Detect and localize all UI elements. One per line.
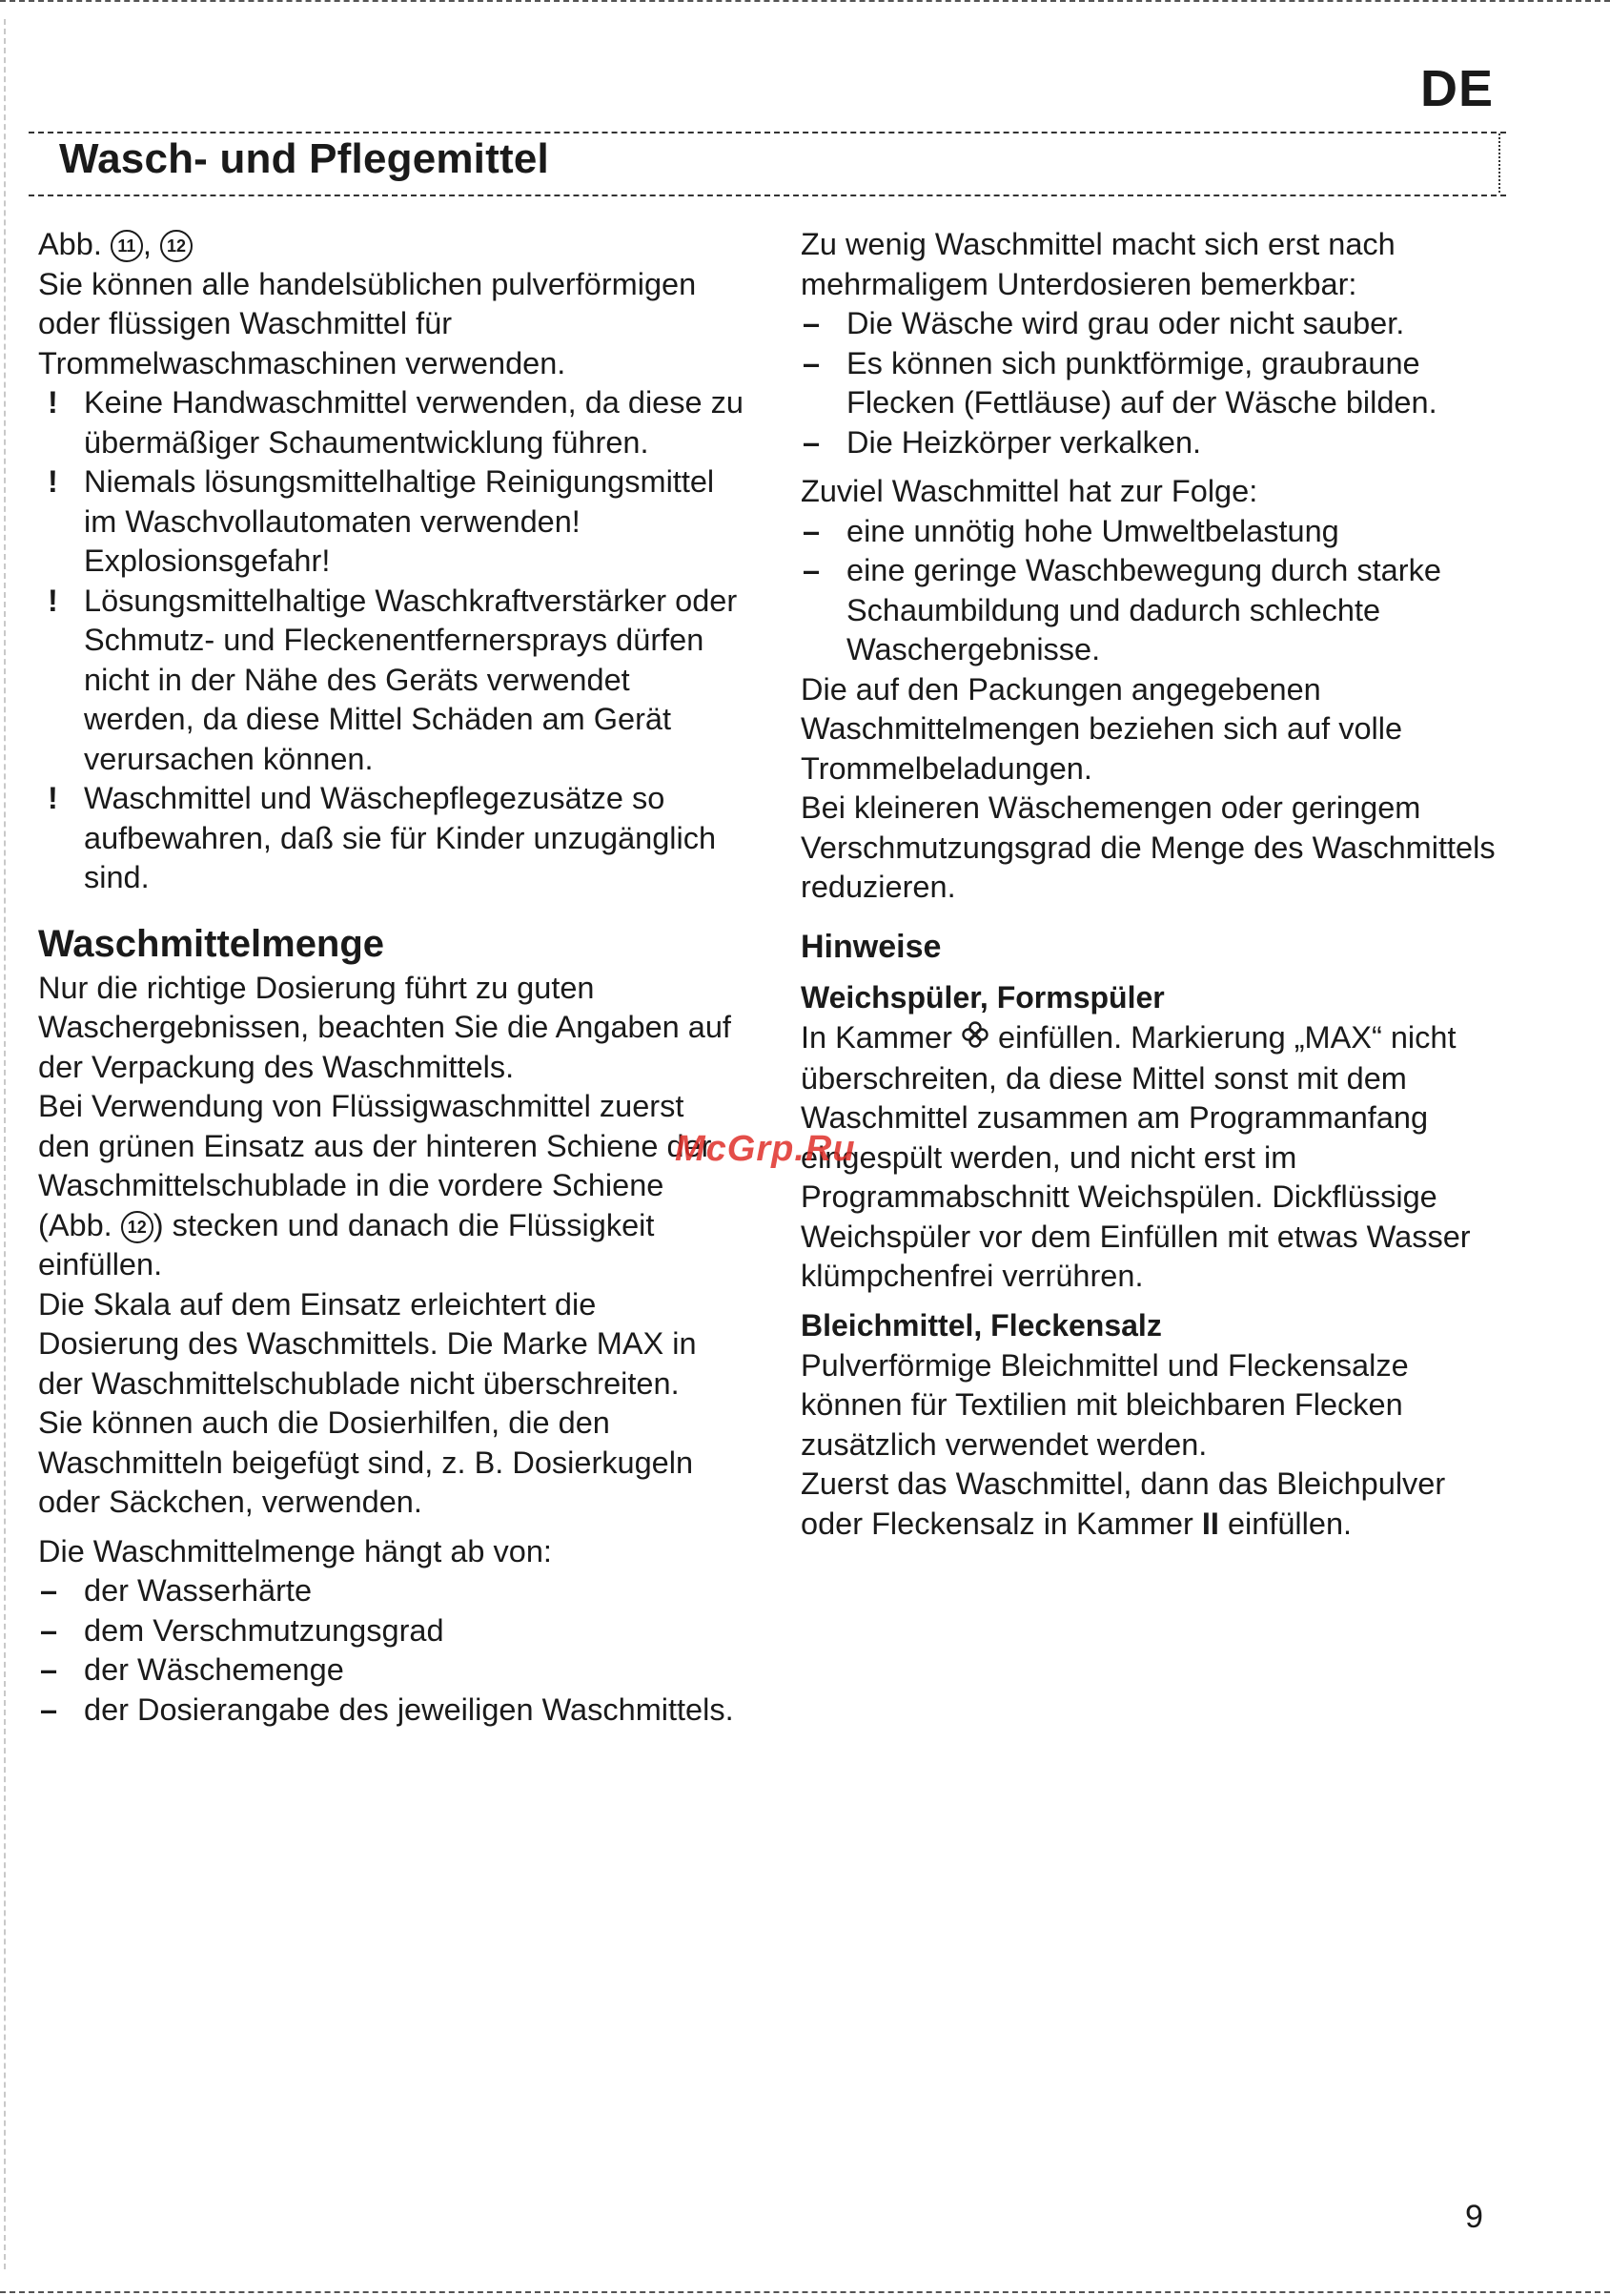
figure-number: 12 bbox=[160, 230, 193, 262]
dash-bullet: – bbox=[803, 513, 821, 548]
list-item bbox=[801, 304, 1497, 344]
softener-paragraph bbox=[801, 1018, 1497, 1297]
list-item-text: Die Wäsche wird grau oder nicht sauber. bbox=[846, 306, 1405, 340]
list-item-text: Es können sich punktförmige, graubraune Flecken (Fettläuse) auf der Wäsche bilden. bbox=[846, 345, 1437, 420]
warning-item bbox=[38, 779, 744, 898]
scale-paragraph: Die Skala auf dem Einsatz erleichtert die Dosierung des Waschmittels. Die Marke MAX in der Waschmittelschublade nicht überschreiten. bbox=[38, 1286, 697, 1401]
scan-edge-top bbox=[0, 0, 1610, 5]
list-item bbox=[38, 1611, 744, 1651]
left-column bbox=[38, 225, 744, 1730]
right-column bbox=[801, 225, 1497, 1544]
scan-edge-bottom bbox=[0, 2291, 1610, 2296]
liquid-detergent-paragraph bbox=[38, 1087, 744, 1285]
too-little-list bbox=[801, 304, 1497, 462]
list-item-text: der Dosierangabe des jeweiligen Waschmittels. bbox=[84, 1691, 734, 1727]
dash-bullet: – bbox=[803, 424, 821, 460]
warning-icon: ! bbox=[48, 583, 58, 618]
bleach-order-paragraph bbox=[801, 1465, 1497, 1544]
dash-bullet: – bbox=[803, 345, 821, 380]
too-much-intro: Zuviel Waschmittel hat zur Folge: bbox=[801, 474, 1258, 508]
header-rule-tick bbox=[1498, 133, 1500, 193]
warning-list bbox=[38, 383, 744, 898]
flower-icon bbox=[961, 1019, 989, 1059]
depends-intro: Die Waschmittelmenge hängt ab von: bbox=[38, 1533, 552, 1568]
chamber-symbol: II bbox=[1201, 1506, 1219, 1541]
list-item bbox=[801, 551, 1497, 670]
list-item bbox=[38, 1571, 744, 1611]
section-heading: Waschmittelmenge bbox=[38, 922, 385, 965]
packs-paragraph: Die auf den Packungen angegebenen Waschmittelmengen beziehen sich auf volle Trommelbeladungen. bbox=[801, 671, 1403, 786]
list-item bbox=[801, 344, 1497, 423]
dash-bullet: – bbox=[40, 1573, 58, 1608]
softener-heading: Weichspüler, Formspüler bbox=[801, 979, 1165, 1015]
softener-text: einfüllen. Markierung „MAX“ nicht überschreiten, da diese Mittel sonst mit dem Waschmittel zusammen am Programmanfang eingespült werden, und nicht erst im Programmabschnitt Weichspülen. Dickflüssige Weichspüler vor dem Einfüllen mit etwas Wasser klümpchenfrei verrühren. bbox=[801, 1019, 1471, 1294]
warning-icon: ! bbox=[48, 464, 58, 499]
list-item bbox=[801, 423, 1497, 463]
warning-text: Lösungsmittelhaltige Waschkraftverstärker oder Schmutz- und Fleckenentfernersprays dürfen nicht in der Nähe des Geräts verwendet werden, da diese Mittel Schäden am Gerät verursachen können. bbox=[84, 583, 738, 776]
too-much-list bbox=[801, 512, 1497, 670]
list-item-text: eine unnötig hohe Umweltbelastung bbox=[846, 513, 1339, 548]
header-rule-bottom bbox=[29, 195, 1506, 196]
too-little-intro: Zu wenig Waschmittel macht sich erst nach mehrmaligem Unterdosieren bemerkbar: bbox=[801, 227, 1396, 301]
list-item bbox=[38, 1650, 744, 1691]
intro-paragraph: Sie können alle handelsüblichen pulverförmigen oder flüssigen Waschmittel für Trommelwaschmaschinen verwenden. bbox=[38, 266, 697, 380]
language-code: DE bbox=[1420, 60, 1495, 117]
warning-item bbox=[38, 582, 744, 780]
bleach-heading: Bleichmittel, Fleckensalz bbox=[801, 1307, 1162, 1343]
depends-list bbox=[38, 1571, 744, 1730]
page-number: 9 bbox=[1465, 2199, 1483, 2235]
dash-bullet: – bbox=[40, 1652, 58, 1687]
bleach-order-text: einfüllen. bbox=[1227, 1506, 1353, 1541]
warning-item bbox=[38, 462, 744, 582]
list-item-text: der Wäschemenge bbox=[84, 1652, 344, 1687]
warning-text: Keine Handwaschmittel verwenden, da diese zu übermäßiger Schaumentwicklung führen. bbox=[84, 385, 744, 460]
notes-heading: Hinweise bbox=[801, 928, 942, 965]
scan-edge-left bbox=[4, 19, 6, 2269]
warning-icon: ! bbox=[48, 781, 58, 815]
list-item bbox=[801, 512, 1497, 552]
dash-bullet: – bbox=[803, 306, 821, 340]
list-item bbox=[38, 1691, 744, 1731]
list-item-text: dem Verschmutzungsgrad bbox=[84, 1612, 444, 1648]
header-rule-top bbox=[29, 132, 1506, 133]
warning-icon: ! bbox=[48, 385, 58, 420]
dash-bullet: – bbox=[40, 1691, 58, 1727]
bleach-order-text: Zuerst das Waschmittel, dann das Bleichpulver oder Fleckensalz in Kammer bbox=[801, 1466, 1446, 1541]
dash-bullet: – bbox=[803, 553, 821, 587]
warning-text: Niemals lösungsmittelhaltige Reinigungsmittel im Waschvollautomaten verwenden! Explosionsgefahr! bbox=[84, 464, 715, 578]
warning-item bbox=[38, 383, 744, 462]
list-item-text: Die Heizkörper verkalken. bbox=[846, 424, 1202, 460]
dosing-paragraph: Nur die richtige Dosierung führt zu guten Waschergebnissen, beachten Sie die Angaben auf der Verpackung des Waschmittels. bbox=[38, 970, 731, 1084]
list-item-text: eine geringe Waschbewegung durch starke Schaumbildung und dadurch schlechte Waschergebnisse. bbox=[846, 553, 1441, 666]
warning-text: Waschmittel und Wäschepflegezusätze so aufbewahren, daß sie für Kinder unzugänglich sind. bbox=[84, 781, 717, 894]
page-title: Wasch- und Pflegemittel bbox=[59, 135, 549, 182]
figure-reference bbox=[38, 225, 744, 265]
watermark: McGrp.Ru bbox=[675, 1129, 856, 1169]
figure-separator: , bbox=[142, 227, 152, 261]
liquid-text: Bei Verwendung von Flüssigwaschmittel zuerst den grünen Einsatz aus der hinteren Schiene der Waschmittelschublade in die vordere Schiene (Abb. bbox=[38, 1089, 712, 1242]
figure-prefix: Abb. bbox=[38, 227, 102, 261]
figure-number: 12 bbox=[121, 1211, 153, 1243]
softener-text: In Kammer bbox=[801, 1019, 952, 1055]
bleach-paragraph: Pulverförmige Bleichmittel und Fleckensalze können für Textilien mit bleichbaren Flecken zusätzlich verwendet werden. bbox=[801, 1347, 1409, 1462]
smaller-loads-paragraph: Bei kleineren Wäschemengen oder geringem Verschmutzungsgrad die Menge des Waschmittels reduzieren. bbox=[801, 790, 1496, 904]
liquid-text: ) stecken und danach die Flüssigkeit einfüllen. bbox=[38, 1207, 655, 1281]
dash-bullet: – bbox=[40, 1612, 58, 1648]
figure-number: 11 bbox=[111, 230, 143, 262]
dosing-aids-paragraph: Sie können auch die Dosierhilfen, die den Waschmitteln beigefügt sind, z. B. Dosierkugeln oder Säckchen, verwenden. bbox=[38, 1405, 694, 1519]
list-item-text: der Wasserhärte bbox=[84, 1573, 313, 1608]
